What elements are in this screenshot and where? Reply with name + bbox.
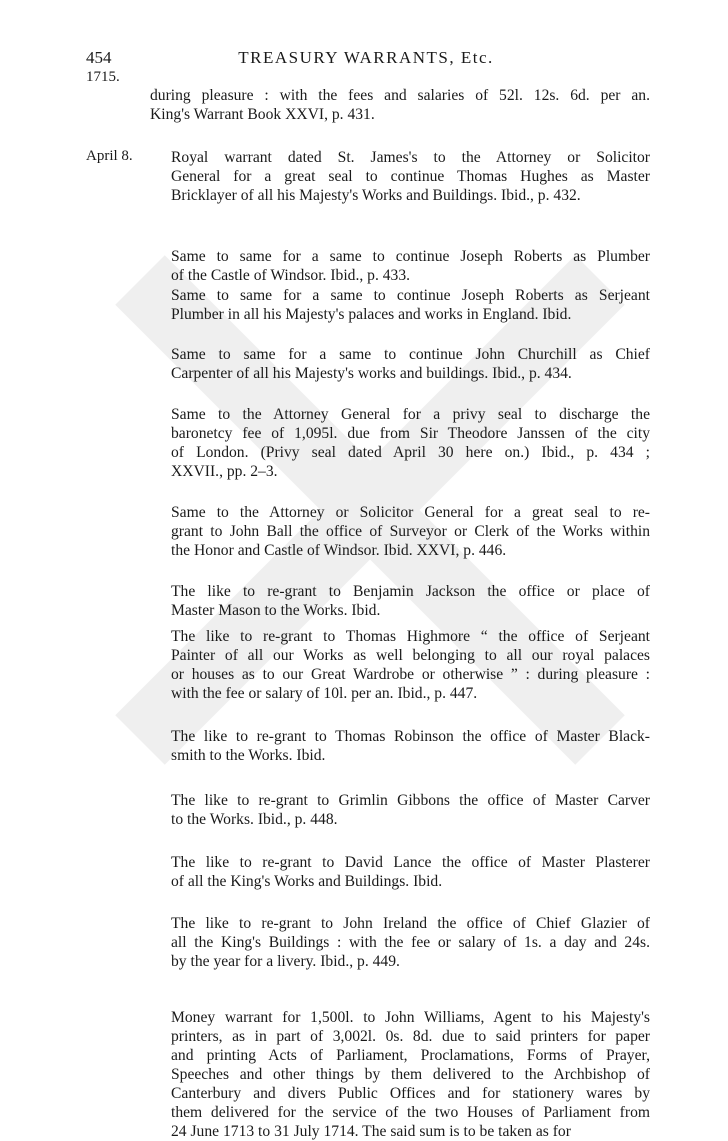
margin-year: 1715. — [86, 69, 120, 85]
text-line: all the King's Buildings : with the fee or salary of 1s. a day and 24s. — [171, 934, 650, 951]
text-line: Bricklayer of all his Majesty's Works and Buildings. Ibid., p. 432. — [171, 187, 581, 204]
paragraph — [150, 345, 650, 383]
text-line: baronetcy fee of 1,095l. due from Sir Theodore Janssen of the city — [171, 425, 650, 442]
paragraph — [150, 405, 650, 481]
text-line: The like to re-grant to David Lance the office of Master Plasterer — [171, 854, 650, 871]
text-line: The like to re-grant to Thomas Highmore “ the office of Serjeant — [171, 628, 650, 645]
text-line: or houses as to our Great Wardrobe or otherwise ” : during pleasure : — [171, 666, 650, 683]
text-line: Master Mason to the Works. Ibid. — [171, 602, 381, 619]
text-line: Canterbury and divers Public Offices and for stationery wares by — [171, 1085, 650, 1102]
text-line: The like to re-grant to John Ireland the office of Chief Glazier of — [171, 915, 650, 932]
text-line: to the Works. Ibid., p. 448. — [171, 811, 338, 828]
running-title: TREASURY WARRANTS, Etc. — [238, 48, 494, 67]
text-line: printers, as in part of 3,002l. 0s. 8d. due to said printers for paper — [171, 1028, 650, 1045]
text-line: Royal warrant dated St. James's to the Attorney or Solicitor — [171, 149, 650, 166]
text-line: Money warrant for 1,500l. to John Williams, Agent to his Majesty's — [171, 1009, 650, 1026]
text-line: of all the King's Works and Buildings. Ibid. — [171, 873, 443, 890]
text-line: Painter of all our Works as well belonging to all our royal palaces — [171, 647, 650, 664]
text-line: King's Warrant Book XXVI, p. 431. — [150, 106, 375, 123]
text-line: Plumber in all his Majesty's palaces and works in England. Ibid. — [171, 306, 572, 323]
paragraph — [150, 627, 650, 703]
paragraph — [150, 791, 650, 829]
text-line: by the year for a livery. Ibid., p. 449. — [171, 953, 400, 970]
text-line: General for a great seal to continue Thomas Hughes as Master — [171, 168, 650, 185]
text-line: and printing Acts of Parliament, Proclamations, Forms of Prayer, — [171, 1047, 650, 1064]
margin-date: April 8. — [86, 148, 133, 164]
paragraph — [150, 86, 650, 124]
text-line: Same to same for a same to continue Joseph Roberts as Serjeant — [171, 287, 650, 304]
paragraph — [150, 914, 650, 971]
text-line: Same to same for a same to continue Joseph Roberts as Plumber — [171, 248, 650, 265]
paragraph — [150, 582, 650, 620]
text-line: with the fee or salary of 10l. per an. Ibid., p. 447. — [171, 685, 478, 702]
text-line: Same to same for a same to continue John Churchill as Chief — [171, 346, 650, 363]
text-line: 24 June 1713 to 31 July 1714. The said sum is to be taken as for — [171, 1123, 571, 1140]
paragraph — [150, 1008, 650, 1141]
text-line: Same to the Attorney General for a privy seal to discharge the — [171, 406, 650, 423]
text-line: The like to re-grant to Grimlin Gibbons the office of Master Carver — [171, 792, 650, 809]
text-line: grant to John Ball the office of Surveyor or Clerk of the Works within — [171, 523, 650, 540]
page-number: 454 — [86, 48, 112, 67]
text-line: The like to re-grant to Benjamin Jackson the office or place of — [171, 583, 650, 600]
paragraph — [150, 148, 650, 205]
text-line: the Honor and Castle of Windsor. Ibid. XXVI, p. 446. — [171, 542, 507, 559]
text-line: Speeches and other things by them delivered to the Archbishop of — [171, 1066, 650, 1083]
text-line: Carpenter of all his Majesty's works and buildings. Ibid., p. 434. — [171, 365, 572, 382]
paragraph — [150, 503, 650, 560]
paragraph — [150, 247, 650, 285]
text-line: of London. (Privy seal dated April 30 here on.) Ibid., p. 434 ; — [171, 444, 650, 461]
paragraph — [150, 853, 650, 891]
text-line: The like to re-grant to Thomas Robinson the office of Master Black- — [171, 728, 650, 745]
page-header — [86, 48, 646, 70]
text-line: during pleasure : with the fees and salaries of 52l. 12s. 6d. per an. — [150, 87, 650, 104]
paragraph — [150, 727, 650, 765]
paragraph — [150, 286, 650, 324]
text-line: Same to the Attorney or Solicitor General for a great seal to re- — [171, 504, 650, 521]
text-line: XXVII., pp. 2–3. — [171, 463, 278, 480]
text-line: of the Castle of Windsor. Ibid., p. 433. — [171, 267, 411, 284]
text-line: them delivered for the service of the two Houses of Parliament from — [171, 1104, 650, 1121]
text-line: smith to the Works. Ibid. — [171, 747, 326, 764]
